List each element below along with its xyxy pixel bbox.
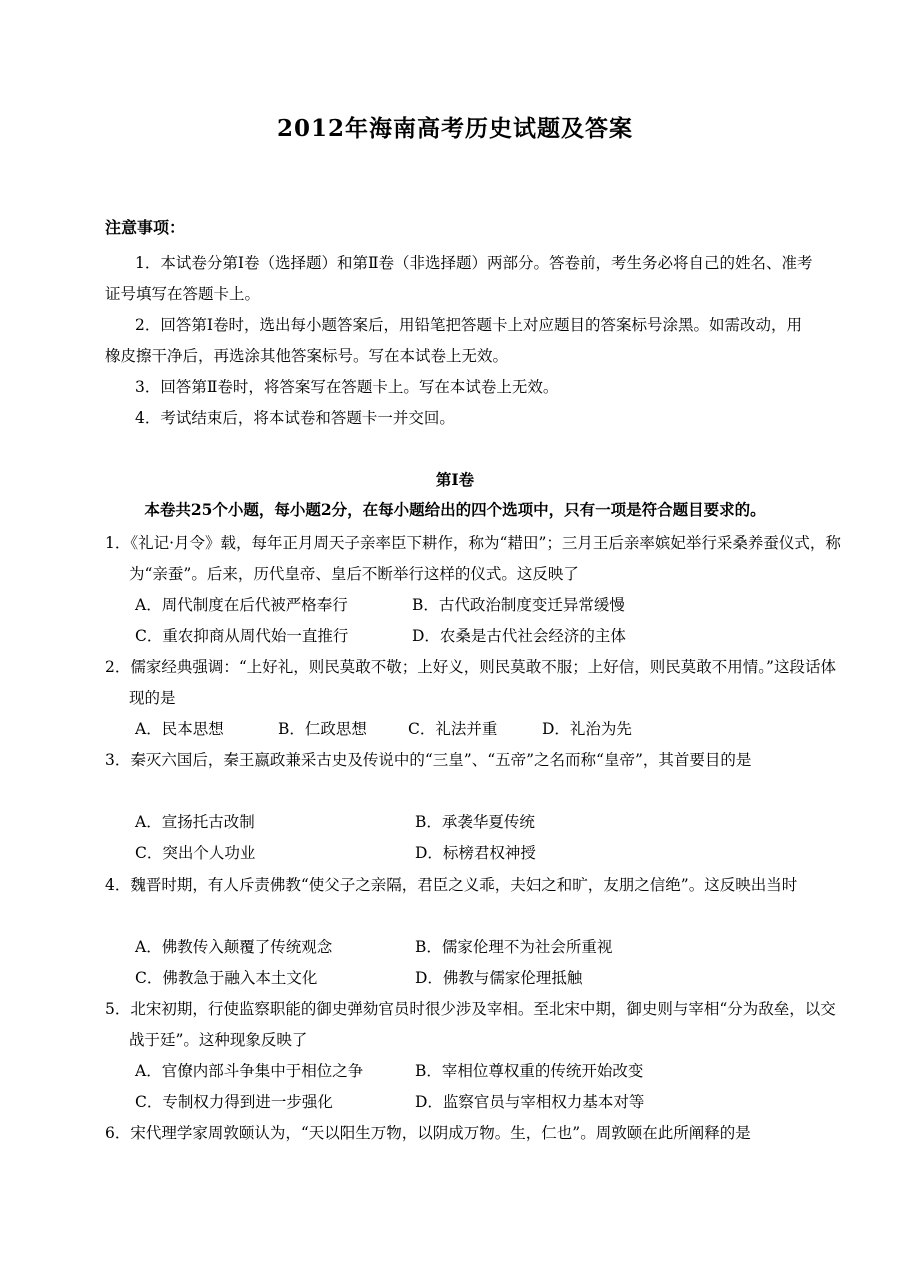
option-b: B．仁政思想 <box>278 720 367 738</box>
question-stem: 6．宋代理学家周敦颐认为，“天以阳生万物，以阴成万物。生，仁也”。周敦颐在此所阐释的是 <box>105 1124 751 1142</box>
option-a: A．佛教传入颠覆了传统观念 <box>135 938 333 956</box>
option-d: D．监察官员与宰相权力基本对等 <box>415 1093 645 1111</box>
option-a: A．官僚内部斗争集中于相位之争 <box>135 1062 364 1080</box>
notice-item: 2．回答第Ⅰ卷时，选出每小题答案后，用铅笔把答题卡上对应题目的答案标号涂黑。如需改动，用橡皮擦干净后，再选涂其他答案标号。写在本试卷上无效。 <box>105 316 802 365</box>
option-b: B．承袭华夏传统 <box>415 813 535 831</box>
option-c: C．重农抑商从周代始一直推行 <box>135 627 349 645</box>
option-a: A．民本思想 <box>135 720 224 738</box>
option-d: D．农桑是古代社会经济的主体 <box>412 627 626 645</box>
option-b: B．宰相位尊权重的传统开始改变 <box>415 1062 644 1080</box>
option-d: D．礼治为先 <box>542 720 632 738</box>
question-stem: 5．北宋初期，行使监察职能的御史弹劾官员时很少涉及宰相。至北宋中期，御史则与宰相“分为敌垒，以交战于廷”。这种现象反映了 <box>105 1000 836 1049</box>
notice-item: 1．本试卷分第Ⅰ卷（选择题）和第Ⅱ卷（非选择题）两部分。答卷前，考生务必将自己的姓名、准考证号填写在答题卡上。 <box>105 254 813 303</box>
notice-item: 4．考试结束后，将本试卷和答题卡一并交回。 <box>135 409 455 427</box>
option-c: C．礼法并重 <box>408 720 498 738</box>
question-stem: 3．秦灭六国后，秦王嬴政兼采古史及传说中的“三皇”、“五帝”之名而称“皇帝”，其首要目的是 <box>105 751 752 769</box>
question-stem: 2．儒家经典强调：“上好礼，则民莫敢不敬；上好义，则民莫敢不服；上好信，则民莫敢不用情。”这段话体现的是 <box>105 658 836 707</box>
option-c: C．专制权力得到进一步强化 <box>135 1093 333 1111</box>
option-b: B．儒家伦理不为社会所重视 <box>415 938 613 956</box>
section-description: 本卷共25个小题，每小题2分，在每小题给出的四个选项中，只有一项是符合题目要求的。 <box>144 500 766 519</box>
option-a: A．周代制度在后代被严格奉行 <box>135 596 348 614</box>
option-c: C．突出个人功业 <box>135 844 256 862</box>
notice-item: 3．回答第Ⅱ卷时，将答案写在答题卡上。写在本试卷上无效。 <box>135 378 559 396</box>
question-stem: 4．魏晋时期，有人斥责佛教“使父子之亲隔，君臣之义乖，夫妇之和旷，友朋之信绝”。这反映出当时 <box>105 876 798 894</box>
notice-heading: 注意事项： <box>105 218 186 237</box>
page-title: 2012年海南高考历史试题及答案 <box>276 115 633 142</box>
option-a: A．宣扬托古改制 <box>135 813 255 831</box>
option-d: D．标榜君权神授 <box>415 844 536 862</box>
option-b: B．古代政治制度变迁异常缓慢 <box>412 596 625 614</box>
section-title: 第Ⅰ卷 <box>435 470 475 489</box>
question-stem: 1．《礼记·月令》载，每年正月周天子亲率臣下耕作，称为“耤田”；三月王后亲率嫔妃举行采桑养蚕仪式，称为“亲蚕”。后来，历代皇帝、皇后不断举行这样的仪式。这反映了 <box>105 534 841 583</box>
option-c: C．佛教急于融入本土文化 <box>135 969 318 987</box>
option-d: D．佛教与儒家伦理抵触 <box>415 969 583 987</box>
